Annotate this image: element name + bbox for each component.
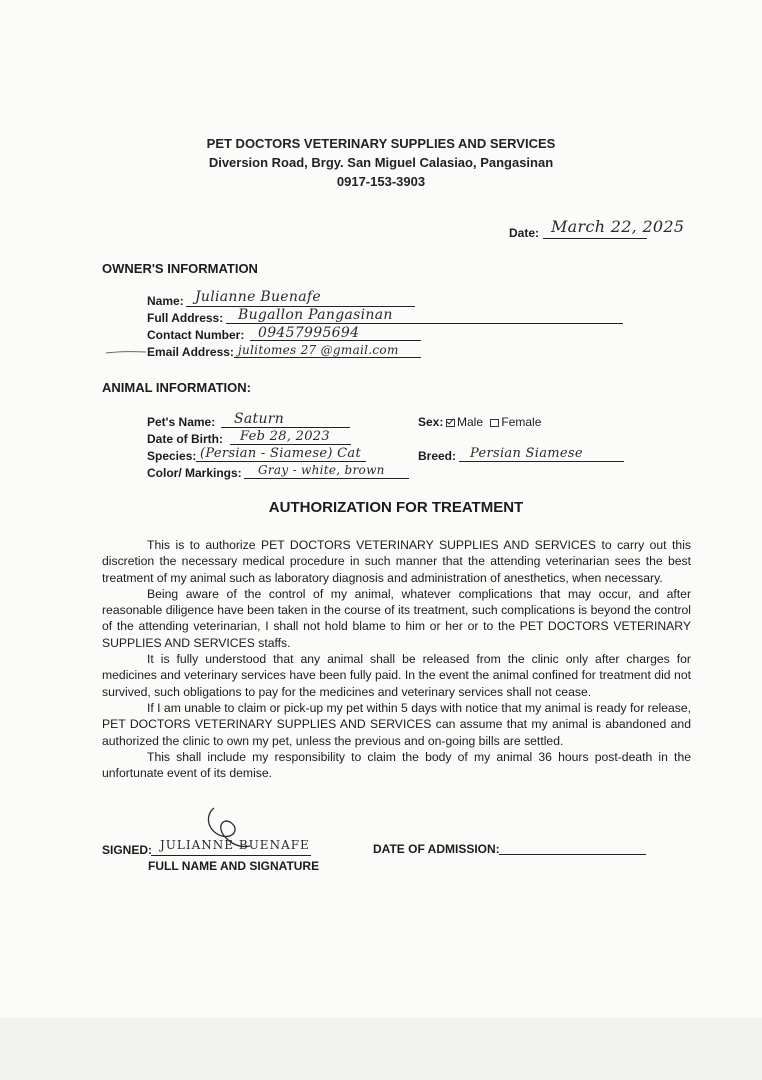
male-option-label: Male <box>457 415 484 429</box>
signature-scribble <box>200 802 260 852</box>
date-line <box>543 238 647 239</box>
species-value: (Persian - Siamese) Cat <box>200 446 361 461</box>
owner-email-label: Email Address: <box>147 345 234 359</box>
owner-address-line <box>226 323 623 324</box>
owner-contact-label: Contact Number: <box>147 328 245 342</box>
animal-section-title: ANIMAL INFORMATION: <box>102 380 251 395</box>
scan-bottom-shadow <box>0 1018 762 1080</box>
owner-email-value: julitomes 27 @gmail.com <box>238 343 399 357</box>
breed-label: Breed: <box>418 449 457 463</box>
pen-stroke-mark <box>104 346 148 356</box>
pet-name-value: Saturn <box>234 411 285 427</box>
paragraph-1: This is to authorize PET DOCTORS VETERINARY SUPPLIES AND SERVICES to carry out this discretion the necessary medical procedure in such manner that the attending veterinarian sees the best treatment of my animal such as laboratory diagnosis and administration of anesthetics, when necessary. <box>102 538 691 585</box>
owner-name-label: Name: <box>147 294 184 308</box>
date-value: March 22, 2025 <box>551 217 685 236</box>
admission-date-line <box>499 854 646 855</box>
dob-line <box>230 444 351 445</box>
sex-label: Sex: <box>418 415 444 429</box>
dob-value: Feb 28, 2023 <box>240 429 330 444</box>
species-line <box>196 461 366 462</box>
paragraph-5: This shall include my responsibility to claim the body of my animal 36 hours post-death in the unfortunate event of its demise. <box>102 749 691 781</box>
dob-label: Date of Birth: <box>147 432 223 446</box>
paragraph-4: If I am unable to claim or pick-up my pet within 5 days with notice that my animal is ready for release, PET DOCTORS VETERINARY SUPPLIES AND SERVICES can assume that my animal is abandoned and authorized the clinic to own my pet, unless the previous and on-going bills are settled. <box>102 700 691 748</box>
owner-name-value: Julianne Buenafe <box>195 289 321 305</box>
authorization-body <box>102 537 691 781</box>
company-phone: 0917-153-3903 <box>336 174 426 189</box>
owner-contact-value: 09457995694 <box>258 325 360 341</box>
admission-date-label: DATE OF ADMISSION: <box>373 842 500 856</box>
female-option-label: Female <box>501 415 542 429</box>
signed-label: SIGNED: <box>102 843 153 857</box>
signature-line <box>151 855 311 856</box>
color-value: Gray - white, brown <box>258 463 385 477</box>
sex-options <box>444 415 541 429</box>
signature-caption: FULL NAME AND SIGNATURE <box>148 859 320 873</box>
pet-name-line <box>221 427 350 428</box>
date-label: Date: <box>509 226 540 240</box>
breed-value: Persian Siamese <box>470 446 583 461</box>
company-name: PET DOCTORS VETERINARY SUPPLIES AND SERVICES <box>206 136 556 151</box>
paragraph-2: Being aware of the control of my animal, whatever complications that may occur, and after reasonable diligence have been taken in the course of its treatment, such complications is beyond the control of the attending veterinarian, I shall not hold blame to him or her or to the PET DOCTORS VETERINARY SUPPLIES AND SERVICES staffs. <box>102 586 691 650</box>
authorization-title: AUTHORIZATION FOR TREATMENT <box>268 499 524 516</box>
color-line <box>244 478 409 479</box>
owner-address-value: Bugallon Pangasinan <box>238 307 393 323</box>
species-label: Species: <box>147 449 197 463</box>
female-checkbox[interactable] <box>490 419 499 427</box>
paragraph-3: It is fully understood that any animal shall be released from the clinic only after charges for medicines and veterinary services have been fully paid. In the event the animal confined for treatment did not survived, such obligations to pay for the medicines and veterinary services shall not cease. <box>102 652 691 699</box>
owner-address-label: Full Address: <box>147 311 224 325</box>
signed-name-value: JULIANNE BUENAFE <box>160 838 310 852</box>
breed-line <box>459 461 624 462</box>
pet-name-label: Pet's Name: <box>147 415 216 429</box>
color-label: Color/ Markings: <box>147 466 242 480</box>
owner-section-title: OWNER'S INFORMATION <box>102 261 258 276</box>
company-address: Diversion Road, Brgy. San Miguel Calasiao, Pangasinan <box>208 155 554 170</box>
male-checkbox[interactable] <box>446 419 455 427</box>
owner-email-line <box>234 357 421 358</box>
